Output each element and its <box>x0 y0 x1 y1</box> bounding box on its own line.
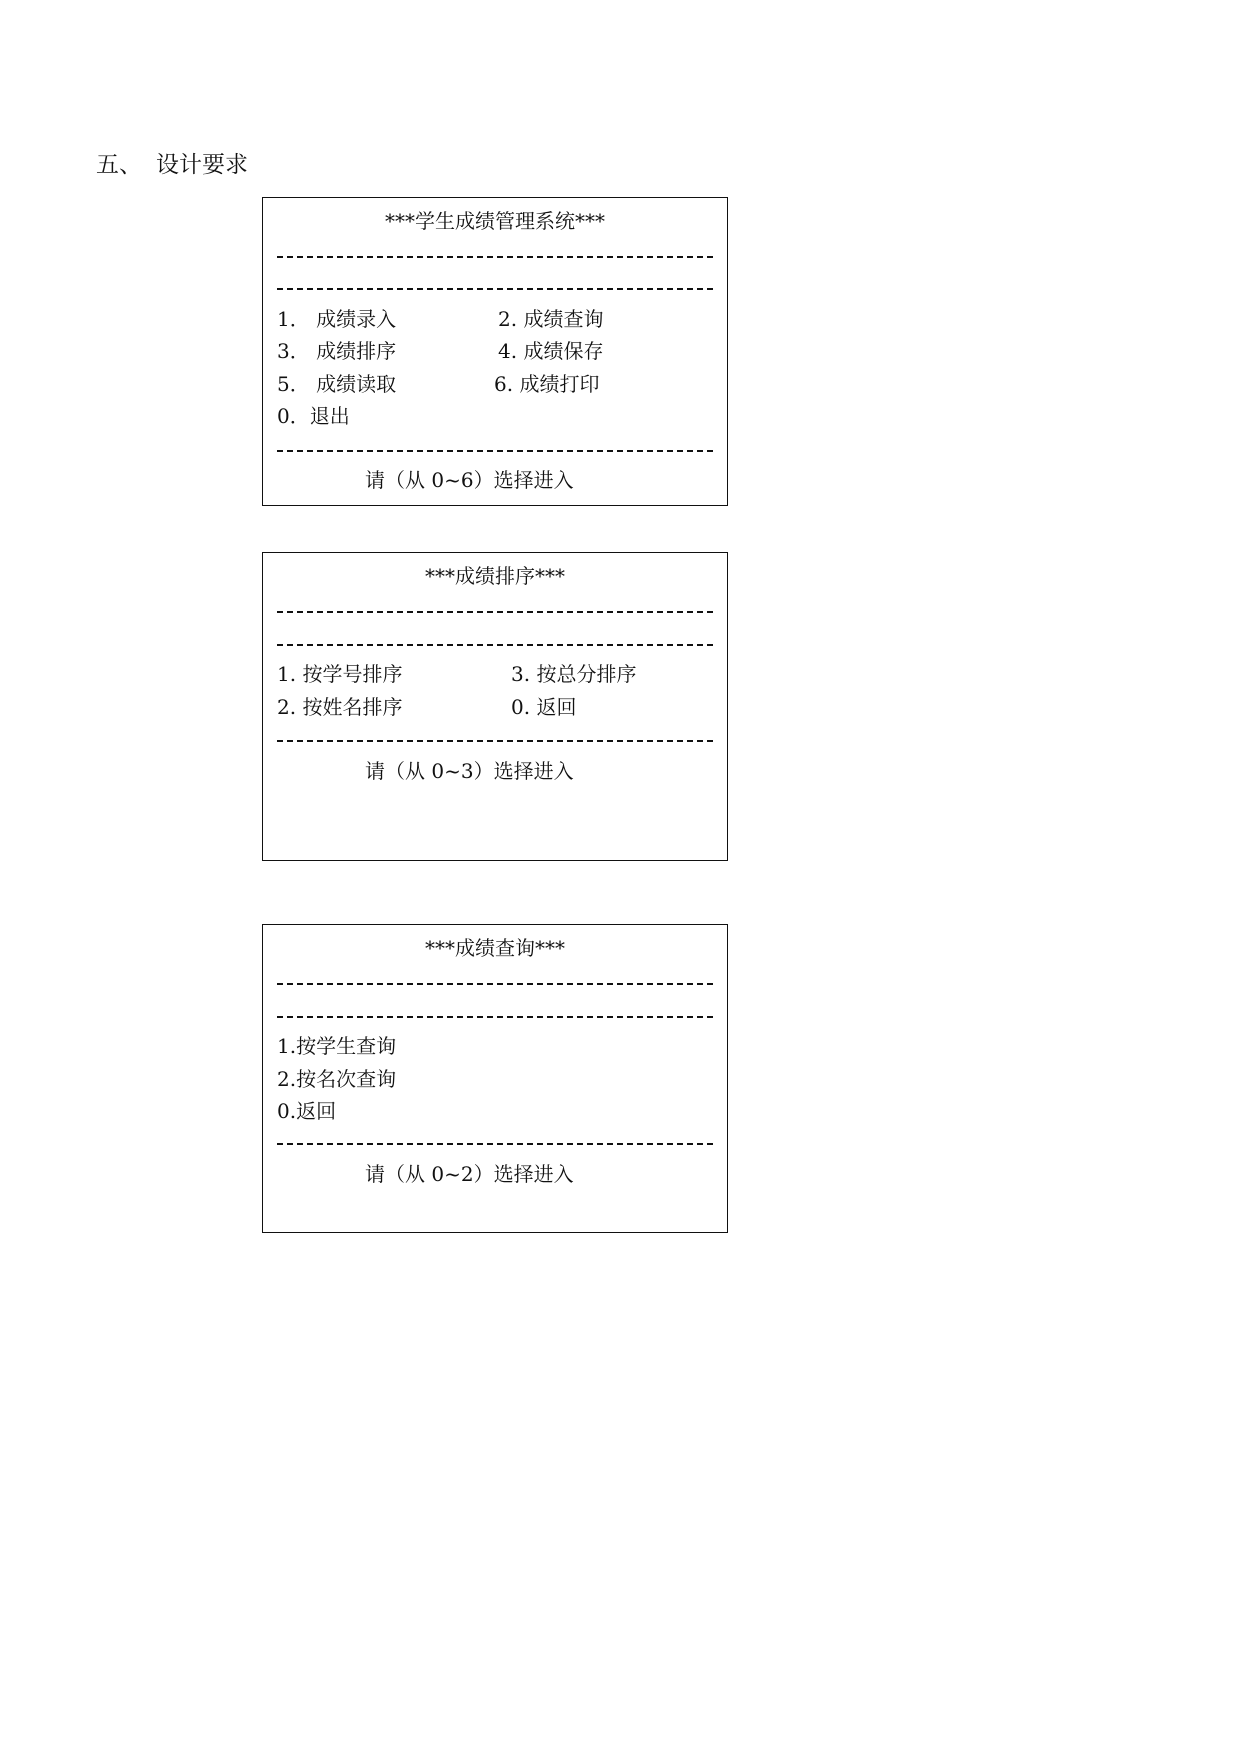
sort-menu-prompt: 请（从 0~3）选择进入 <box>365 759 574 783</box>
section-number: 五、 <box>96 152 142 178</box>
main-menu-box <box>262 197 728 506</box>
menu-item-input-scores: 1． 成绩录入 <box>277 307 397 331</box>
menu-item-read-scores: 5． 成绩读取 <box>277 372 397 396</box>
divider <box>277 256 713 258</box>
divider <box>277 644 713 646</box>
section-title: 设计要求 <box>156 152 248 178</box>
query-menu-title: ***成绩查询*** <box>425 936 565 960</box>
menu-item-exit: 0．退出 <box>277 404 350 428</box>
divider <box>277 1016 713 1018</box>
main-menu-title: ***学生成绩管理系统*** <box>385 209 605 233</box>
divider <box>277 983 713 985</box>
menu-item-save-scores: 4. 成绩保存 <box>498 339 604 363</box>
query-menu-prompt: 请（从 0~2）选择进入 <box>365 1162 574 1186</box>
menu-item-back: 0. 返回 <box>511 695 577 719</box>
sort-menu-title: ***成绩排序*** <box>425 564 565 588</box>
main-menu-prompt: 请（从 0~6）选择进入 <box>365 468 574 492</box>
menu-item-back: 0.返回 <box>277 1099 337 1123</box>
divider <box>277 740 713 742</box>
menu-item-query-by-student: 1.按学生查询 <box>277 1034 397 1058</box>
menu-item-sort-by-name: 2. 按姓名排序 <box>277 695 403 719</box>
menu-item-query-scores: 2. 成绩查询 <box>498 307 604 331</box>
menu-item-print-scores: 6. 成绩打印 <box>494 372 600 396</box>
menu-item-sort-scores: 3． 成绩排序 <box>277 339 397 363</box>
section-heading <box>96 150 248 180</box>
sort-menu-box <box>262 552 728 861</box>
divider <box>277 288 713 290</box>
divider <box>277 611 713 613</box>
menu-item-sort-by-total: 3. 按总分排序 <box>511 662 637 686</box>
menu-item-sort-by-id: 1. 按学号排序 <box>277 662 403 686</box>
menu-item-query-by-rank: 2.按名次查询 <box>277 1067 397 1091</box>
divider <box>277 1143 713 1145</box>
divider <box>277 450 713 452</box>
query-menu-box <box>262 924 728 1233</box>
